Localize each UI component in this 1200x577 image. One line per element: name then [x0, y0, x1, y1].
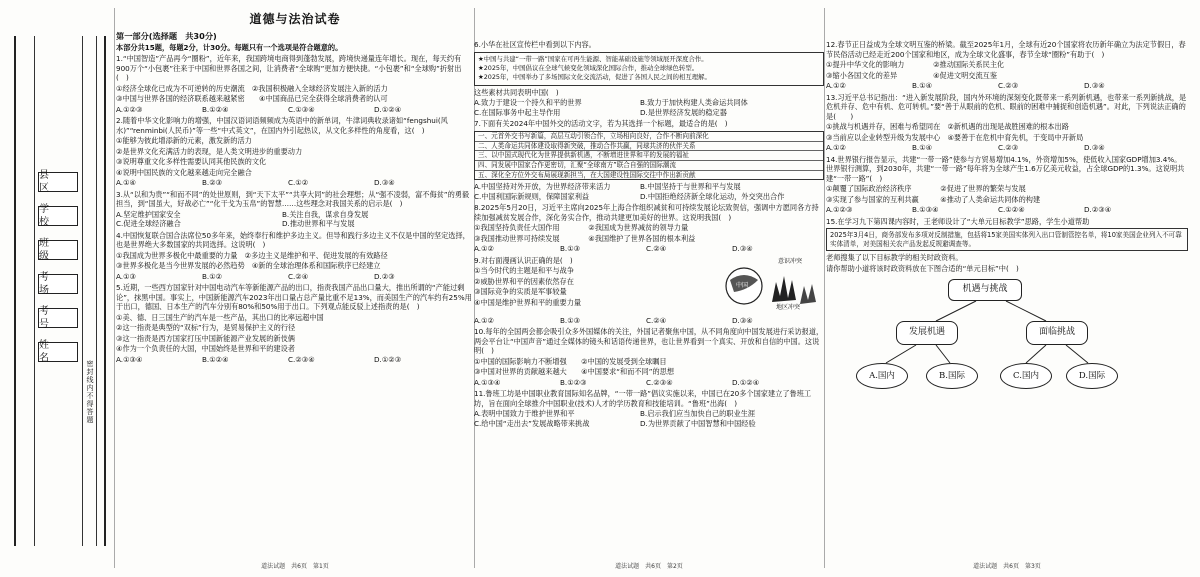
question-stem: 11.鲁班工坊是中国职业教育国际知名品牌，“一带一路”倡议实施以来，中国已在20多个国家建立了鲁班工坊，旨在面向全球推介中国职业(技术)人才的学历教育和技能培训。“鲁班”出海( ) — [474, 389, 812, 408]
question-prompt: 请你帮助小道将该时政资料放在下图合适的“单元目标”中( ) — [826, 263, 1019, 273]
answer-option[interactable]: B.①④ — [912, 81, 933, 90]
column-divider — [824, 8, 825, 568]
page-footer: 道法试题 共6页 第1页 — [261, 563, 329, 571]
answer-option[interactable]: B.②③ — [202, 178, 223, 188]
answer-option[interactable]: D.③④ — [732, 244, 753, 254]
answer-option[interactable]: D.为世界贡献了中国智慧和中国经验 — [640, 418, 756, 428]
table-row: 一、元首外交书写新篇，高层互动引领合作，立场相向良好，合作不断向前深化 — [475, 132, 823, 142]
statement-line: ②威胁世界和平的因素依然存在 — [474, 276, 574, 286]
answer-option[interactable]: A.①③ — [116, 271, 136, 281]
statement-line: ④说明中国民族的文化越来越走向完全融合 — [116, 167, 252, 177]
answer-option[interactable]: C.②④ — [288, 271, 309, 281]
question-stem: 10.每年的全国两会都会吸引众多外国媒体的关注，外国记者聚焦中国，从不同角度向中国发展进行采访报道，两会平台让“中国声音”通过全媒体的镜头和话语传递世界，也让世界看到一个真实、开放和自信的中国。这说明( ) — [474, 327, 824, 356]
statement-line: ①美、德、日三国生产的汽车是一些产品，其出口的比率远超中国 — [116, 312, 324, 322]
answer-option[interactable]: C.①②④ — [998, 205, 1025, 214]
answer-option[interactable]: C.②③④ — [646, 377, 673, 387]
question-stem: 13.习近平总书记指出：“进入新发展阶段，国内外环境的深刻变化既带来一系列新机遇，也带来一系列新挑战，是危机并存、危中有机、危可转机。”要“善于从眼前的危机、眼前的困难中捕捉和创造机遇”。对此，下列说法正确的是( ) — [826, 92, 1187, 121]
material-line: ★2025年，中国倡议在全球气候变化领域深化国际合作，推动全球绿色转型。 — [478, 63, 699, 72]
statement-line: ①经济全球化已成为不可逆转的历史潮流 ②我国积极融入全球经济发展注入新的活力 — [116, 83, 388, 93]
question-stem: 8.2025年5月20日，习近平主席向2025年上海合作组织减贫和可持续发展论坛致贺信，强调中方愿同各方持续加强减贫发展合作，深化务实合作，推动共建更加美好的世界。这说明我国( ) — [474, 203, 819, 222]
binding-field[interactable]: 考 场 — [38, 274, 78, 294]
question-stem: 3.从“以和为贵”“和而不同”的处世原则，到“天下太平”“共享大同”的社会理想；从“强不凌弱，富不侮贫”的勇毅担当，到“国虽大，好战必亡”“化干戈为玉帛”的智慧……这些理念对我国关系的启示是( ) — [116, 189, 470, 209]
cartoon-label: 中国 — [736, 281, 749, 289]
question-15 — [826, 217, 1188, 274]
answer-option[interactable]: A.①③④ — [116, 354, 143, 364]
answer-option[interactable]: D.②③④ — [1084, 205, 1112, 214]
answer-option[interactable]: A.表明中国致力于维护世界和平 — [474, 409, 575, 419]
binding-line — [14, 36, 16, 546]
answer-option[interactable]: C.②④ — [646, 315, 667, 325]
answer-option[interactable]: B.①③ — [560, 315, 581, 325]
question-stem: 5.近期，一些西方国家针对中国电动汽车等新能源产品的出口，指责我国产品出口量大，推出所谓的“产能过剩论”，抹黑中国。事实上，中国新能源汽车2023年出口量占总产量比重不足13%，而美国生产的汽车约有25%用于出口，德国、日本生产的汽车分别有80%和50%用于出口。下列观点能反驳上述指责的是( ) — [116, 283, 472, 312]
question-5 — [116, 283, 474, 364]
binding-field[interactable]: 考 号 — [38, 308, 78, 328]
statement-line: ③说明尊重文化多样性需要认同其他民族的文化 — [116, 157, 267, 167]
mindmap-leaf-option[interactable]: D.国际 — [1066, 363, 1118, 389]
question-stem: 6.小华在社区宣传栏中看到以下内容。 — [474, 40, 596, 49]
answer-option[interactable]: B.启示我们应当加快自己的职业生涯 — [640, 409, 756, 419]
seal-label: 密封线内不得答题 — [86, 360, 94, 424]
binding-strip — [0, 0, 114, 577]
answer-option[interactable]: A.①② — [474, 315, 494, 325]
mindmap-leaf-option[interactable]: C.国内 — [1000, 363, 1052, 389]
question-stem: 12.春节正日益成为全球文明互鉴的桥梁。截至2025年1月，全球有近20个国家将农历新年确立为法定节假日，春节民俗活动已经走近200个国家和地区，成为全球文化盛事，春节全球“圈粉”有助于( ) — [826, 40, 1186, 59]
answer-option[interactable]: B.关注自我，谋求自身发展 — [282, 209, 369, 219]
answer-option[interactable]: B.①③ — [560, 244, 581, 254]
statement-line: ①我国坚持负责任大国作用 ②我国成为世界减贫的领导力量 — [474, 223, 689, 233]
statement-line: ①能够为彼此增添新的元素，激发新的活力 — [116, 136, 252, 146]
material-table — [474, 131, 824, 181]
answer-option[interactable]: D.是世界经济发展的稳定器 — [640, 107, 727, 117]
question-4 — [116, 231, 474, 282]
answer-option[interactable]: B.①③④ — [912, 205, 939, 214]
statement-line: ①提升中华文化的影响力 ②推动国际关系民主化 — [826, 60, 1005, 69]
answer-option[interactable]: A.致力于建设一个持久和平的世界 — [474, 98, 582, 108]
cartoon-label: 意识冲突 — [778, 257, 803, 265]
binding-field[interactable]: 班 级 — [38, 240, 78, 260]
answer-option[interactable]: A.①② — [826, 81, 846, 90]
question-3 — [116, 190, 474, 229]
binding-field[interactable]: 学 校 — [38, 206, 78, 226]
answer-option[interactable]: A.①④ — [116, 178, 136, 188]
statement-line: ③中国与世界各国的经济联系越来越紧密 ④中国商品已完全获得全球消费者的认可 — [116, 94, 388, 104]
answer-option[interactable]: A.①③④ — [474, 377, 501, 387]
answer-option[interactable]: C.②④ — [646, 244, 667, 254]
statement-line: ③这一指责是西方国家打压中国新能源产业发展的新伎俩 — [116, 333, 295, 343]
question-stem: 15.在学习九下第四课内容时，王老师设计了“大单元目标教学”思路，学生小道帮助 — [826, 216, 1090, 226]
statement-line: ①挑战与机遇并存，困难与希望同在 ②新机遇的出现是战胜困难的根本出路 — [826, 122, 1069, 131]
material-box — [474, 52, 824, 86]
question-11 — [474, 389, 824, 428]
answer-option[interactable]: B.致力于加快构建人类命运共同体 — [640, 98, 748, 108]
answer-option[interactable]: D.③④ — [374, 178, 395, 188]
material-line: ★2025年，中国举办了多场国际文化交流活动，促进了各国人民之间的相互理解。 — [478, 73, 711, 82]
answer-option[interactable]: A.中国坚持对外开放，为世界经济带来活力 — [474, 182, 611, 192]
statement-line: ③世界多极化是当今世界发展的必然趋势 ④新的全球治理体系和国际秩序已经建立 — [116, 261, 381, 271]
question-stem: 2.随着中华文化影响力的增强，中国汉语词语频频成为英语中的新单词，牛津词典收录诸如“fengshui(风水)”“renminbi(人民币)”等一些“中式英文”，在国内外引起热议，从文化多样性的角度看，这( ) — [116, 116, 448, 135]
answer-option[interactable]: B.①② — [202, 271, 223, 281]
question-stem: 14.世界银行报告显示，共建“一带一路”使参与方贸易增加4.1%，外资增加5%，使低收入国家GDP增加3.4%。世界银行测算，到2030年，共建“一带一路”每年将为全球产生1.6万亿美元收益，占全球GDP的1.3%。这说明共建“一带一路”( ) — [826, 154, 1185, 183]
binding-line — [104, 36, 106, 546]
question-10 — [474, 327, 824, 387]
binding-field[interactable]: 县 区 — [38, 172, 78, 192]
page-1 — [116, 0, 474, 577]
statement-line: ④中国是维护世界和平的重要力量 — [474, 297, 582, 307]
question-prompt: 这些素材共同表明中国( ) — [474, 87, 559, 97]
binding-field[interactable]: 姓 名 — [38, 342, 78, 362]
question-12 — [826, 40, 1188, 91]
answer-option[interactable]: D.①②③ — [374, 354, 402, 364]
answer-option[interactable]: A.①②③ — [826, 205, 853, 214]
mindmap-leaf-option[interactable]: B.国际 — [926, 363, 978, 389]
answer-option[interactable]: D.③④ — [1084, 143, 1105, 152]
material-line: ★中国与共建“一带一路”国家在可再生能源、智能基础设施等领域展开深度合作。 — [478, 54, 708, 63]
table-row: 三、以中国式现代化为世界提供新机遇，不断增进世界和平的发展的福祉 — [475, 151, 823, 161]
instructions: 本部分共15题，每题2分，计30分。每题只有一个选项是符合题意的。 — [116, 42, 343, 52]
answer-option[interactable]: C.②③ — [998, 143, 1019, 152]
cartoon-label: 地区冲突 — [776, 303, 801, 311]
statement-line: ①中国的国际影响力不断增强 ②中国的发展受到全球瞩目 — [474, 356, 667, 366]
table-row: 五、深化全方位外交布局展现新担当，在大国建设性国际交往中作出新贡献 — [478, 170, 696, 179]
question-7 — [474, 119, 824, 201]
question-13 — [826, 93, 1188, 153]
table-row: 四、同发展中国家合作更密切，汇聚“全球南方”联合自强的国际潮流 — [475, 161, 823, 171]
answer-option[interactable]: D.③④ — [1084, 81, 1105, 90]
unit-goal-mindmap — [826, 279, 1188, 399]
mindmap-branch-challenge: 面临挑战 — [1026, 321, 1088, 345]
page-3 — [826, 0, 1188, 577]
statement-line: ①颠覆了国际政治经济秩序 ②促进了世界的繁荣与发展 — [826, 184, 1026, 193]
statement-line: ①当今时代的主题是和平与战争 — [474, 266, 574, 276]
binding-line — [82, 36, 83, 546]
question-2 — [116, 116, 474, 188]
question-stem: 7.下面有关2024年中国外交的活动文字，若为其选择一个标题，最适合的是( ) — [474, 119, 728, 129]
answer-option[interactable]: D.①②④ — [732, 377, 760, 387]
mindmap-leaf-option[interactable]: A.国内 — [856, 363, 908, 389]
answer-option[interactable]: D.③④ — [732, 315, 753, 325]
binding-line — [96, 36, 97, 546]
question-1 — [116, 54, 474, 114]
answer-option[interactable]: D.②③ — [374, 271, 395, 281]
answer-option[interactable]: B.①②④ — [202, 104, 229, 114]
statement-line: ③中国对世界的贡献越来越大 ④中国要求“和而不同”的思想 — [474, 367, 675, 377]
statement-line: ②是世界文化充满活力的表现，是人类文明进步的重要动力 — [116, 146, 303, 156]
page-footer: 道法试题 共6页 第2页 — [615, 563, 683, 571]
statement-line: ③实现了参与国家的互利共赢 ④推动了人类命运共同体的构建 — [826, 194, 1041, 204]
answer-option[interactable]: A.坚定维护国家安全 — [116, 209, 181, 219]
answer-option[interactable]: A.①②③ — [116, 104, 143, 114]
binding-line — [34, 36, 35, 546]
answer-option[interactable]: C.②③④ — [288, 354, 315, 364]
question-6 — [474, 40, 824, 117]
statement-line: ①我国成为世界多极化中最重要的力量 ②多边主义是维护和平、促进发展的有效路径 — [116, 250, 388, 260]
question-14 — [826, 155, 1188, 215]
answer-option[interactable]: C.给中国“走出去”发展战略带来挑战 — [474, 418, 590, 428]
answer-option[interactable]: B.①②③ — [560, 377, 587, 387]
column-divider — [114, 8, 115, 568]
answer-option[interactable]: A.①② — [474, 244, 494, 254]
answer-option[interactable]: D.①②④ — [374, 104, 402, 114]
answer-option[interactable]: C.促进全球经济融合 — [116, 219, 181, 229]
question-stem: 1.“中国智造”产品再今“圈粉”，近年来，我国跨境电商得到蓬勃发展，跨境快递量连年增长。现在，每天约有900万个“小包裹”往来于中国和世界各国之间，让消费者“全球购”更加方便快捷。“小包裹”和“全球购”折射出( ) — [116, 54, 462, 83]
answer-option[interactable]: B.①④ — [912, 143, 933, 152]
page-footer: 道法试题 共6页 第3页 — [973, 563, 1041, 571]
statement-line: ③当前应以企业转型升级为发展中心 ④要善于在危机中育先机，于变局中开新局 — [826, 132, 1084, 142]
part-heading: 第一部分(选择题 共30分) — [116, 30, 217, 41]
question-8 — [474, 203, 824, 254]
answer-option[interactable]: C.中国利国际新规则，保障国家利益 — [474, 191, 590, 201]
material-box: 2025年3月4日，商务部发布多项对反制措施，包括将15家美国实体列入出口管制管控名单，将10家美国企业列入不可靠实体清单，对美国相关农产品发起反规避调查等。 — [826, 228, 1188, 251]
statement-line: ②这一指责是典型的“双标”行为，是贸易保护主义的行径 — [116, 323, 296, 333]
question-prompt: 老师搜集了以下目标教学的相关时政资料。 — [826, 253, 963, 263]
question-9 — [474, 256, 824, 326]
answer-option[interactable]: D.中国拒绝经济新全球化运动，外交突出合作 — [640, 191, 785, 201]
page-2 — [474, 0, 824, 577]
question-stem: 9.对右面漫画认识正确的是( ) — [474, 255, 573, 265]
statement-line: ④作为一个负责任的大国，中国始终是世界和平的建设者 — [116, 344, 295, 354]
answer-option[interactable]: C.②③ — [998, 81, 1019, 90]
statement-line: ③国际竞争的实质是军事较量 — [474, 287, 567, 297]
answer-option[interactable]: A.①② — [826, 143, 846, 152]
exam-title: 道德与法治试卷 — [249, 12, 341, 26]
answer-option[interactable]: B.①②④ — [202, 354, 229, 364]
cartoon-image — [716, 256, 824, 314]
statement-line: ③我国推动世界可持续发展 ④我国维护了世界各国的根本利益 — [474, 233, 696, 243]
answer-option[interactable]: C.①② — [288, 178, 309, 188]
table-row: 二、人类命运共同体建设取得新突破，推动合作共赢，同球共济的伙伴关系 — [475, 142, 823, 152]
answer-option[interactable]: C.在国际事务中起主导作用 — [474, 107, 561, 117]
mindmap-root: 机遇与挑战 — [948, 279, 1022, 301]
answer-option[interactable]: B.中国坚持于与世界和平与发展 — [640, 182, 741, 192]
answer-option[interactable]: C.①③④ — [288, 104, 315, 114]
statement-line: ③缩小各国文化的差异 ④促进文明交流互鉴 — [826, 70, 998, 80]
mindmap-branch-opportunity: 发展机遇 — [896, 321, 958, 345]
question-stem: 4.中国恢复联合国合法席位50多年来，始终奉行和维护多边主义。但导和践行多边主义不仅是中国的坚定选择，也是世界绝大多数国家的共同选择。这说明( ) — [116, 230, 470, 250]
answer-option[interactable]: D.推动世界和平与发展 — [282, 219, 355, 229]
